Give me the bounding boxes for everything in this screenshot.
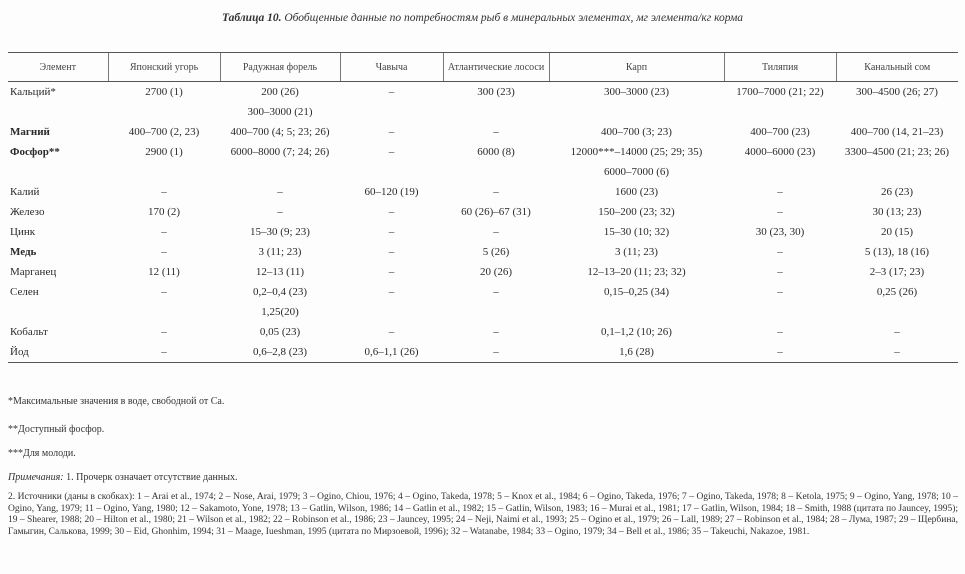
table-row [8, 182, 958, 202]
table-cell: – [777, 206, 783, 218]
table-cell: – [388, 246, 395, 258]
table-cell: 12–13 (11) [255, 266, 305, 278]
table-cell: 15–30 (9; 23) [250, 226, 310, 238]
footnote-calcium: *Максимальные значения в воде, свободной от Са. [8, 396, 225, 407]
table-cell: 0,15–0,25 (34) [603, 286, 670, 298]
table-cell: – [161, 226, 167, 238]
table-cell: – [161, 326, 167, 338]
table-cell: – [493, 326, 499, 338]
table-row [8, 202, 958, 222]
table-cell [220, 82, 340, 123]
header-tilapia: Тиляпия [724, 53, 836, 82]
table-cell: 400–700 (2, 23) [128, 126, 200, 138]
table-cell: 26 (23) [880, 186, 914, 198]
table-cell: – [777, 186, 783, 198]
table-cell: – [894, 326, 900, 338]
table-row [8, 322, 958, 342]
caption-lead: Таблица 10. [221, 12, 282, 24]
table-cell: – [777, 286, 783, 298]
table-row [8, 142, 958, 182]
table-cell: – [388, 86, 395, 98]
table-cell: 0,1–1,2 (10; 26) [601, 326, 672, 338]
table-cell: 12–13–20 (11; 23; 32) [587, 266, 686, 278]
table-row [8, 342, 958, 363]
table-cell: 400–700 (3; 23) [601, 126, 672, 138]
table-cell: 300 (23) [477, 86, 515, 98]
table-cell: 60–120 (19) [364, 186, 419, 198]
table-cell: – [836, 342, 958, 363]
table-cell: – [161, 286, 167, 298]
table-cell: 150–200 (23; 32) [598, 206, 675, 218]
table-cell: – [777, 266, 783, 278]
table-cell: 30 (23, 30) [755, 226, 805, 238]
table-cell: – [724, 342, 836, 363]
note-dash-text: 1. Прочерк означает отсутствие данных. [63, 472, 238, 483]
table-cell: 60 (26)–67 (31) [461, 206, 531, 218]
header-chinook: Чавыча [340, 53, 443, 82]
table-cell: – [493, 226, 499, 238]
table-cell: – [277, 186, 283, 198]
row-name: Цинк [10, 226, 36, 238]
table-cell: – [161, 186, 167, 198]
header-atlantic-salmon: Атлантические лососи [443, 53, 549, 82]
table-cell: 0,6–1,1 (26) [340, 342, 443, 363]
table-caption [0, 12, 965, 24]
table-cell: 20 (15) [880, 226, 914, 238]
table-row [8, 242, 958, 262]
table-cell: 4000–6000 (23) [744, 146, 816, 158]
cell-value: 0,2–0,4 (23) [252, 286, 308, 298]
table-cell: 3 (11; 23) [615, 246, 658, 258]
note-dash [8, 472, 237, 483]
table-cell: – [777, 246, 783, 258]
row-name: Кобальт [10, 326, 48, 338]
table-cell: 170 (2) [147, 206, 181, 218]
table-cell: – [388, 326, 395, 338]
table-cell: 6000 (8) [477, 146, 515, 158]
table-cell: – [388, 146, 395, 158]
header-channel-catfish: Канальный сом [836, 53, 958, 82]
row-name: Фосфор** [10, 146, 60, 158]
table-cell: 6000–8000 (7; 24; 26) [230, 146, 330, 158]
header-rainbow-trout: Радужная форель [220, 53, 340, 82]
cell-value: 200 (26) [261, 86, 299, 98]
row-name: Марганец [10, 266, 57, 278]
table-cell: – [388, 286, 395, 298]
table-cell: – [493, 126, 499, 138]
table-cell: – [777, 326, 783, 338]
header-japanese-eel: Японский угорь [108, 53, 220, 82]
cell-extra: 300–3000 (21) [247, 106, 313, 118]
row-name: Кальций* [10, 86, 56, 98]
table-row [8, 282, 958, 322]
cell-value: 12000***–14000 (25; 29; 35) [570, 146, 703, 158]
table-cell: 15–30 (10; 32) [603, 226, 670, 238]
table-cell [549, 142, 724, 182]
row-name: Йод [8, 342, 108, 363]
cell-extra: 6000–7000 (6) [603, 166, 670, 178]
table-cell: 0,05 (23) [259, 326, 301, 338]
row-name: Селен [10, 286, 39, 298]
table-row [8, 122, 958, 142]
row-name: Калий [10, 186, 40, 198]
table-cell: – [493, 186, 499, 198]
table-cell: – [161, 246, 167, 258]
footnote-juveniles: ***Для молоди. [8, 448, 76, 459]
cell-extra: 1,25(20) [261, 306, 299, 318]
table-cell: 5 (26) [482, 246, 510, 258]
table-cell: 1600 (23) [614, 186, 659, 198]
table-cell: 0,6–2,8 (23) [220, 342, 340, 363]
row-name: Магний [10, 126, 50, 138]
table-cell: 300–3000 (23) [603, 86, 670, 98]
table-cell: 2700 (1) [145, 86, 183, 98]
table-cell: – [443, 342, 549, 363]
table-cell: 400–700 (4; 5; 23; 26) [230, 126, 330, 138]
header-carp: Карп [549, 53, 724, 82]
header-element: Элемент [8, 53, 108, 82]
note-sources: 2. Источники (даны в скобках): 1 – Arai et al., 1974; 2 – Nose, Arai, 1979; 3 – Ogino, Chiou, 1976; 4 – Ogino, Takeda, 1978; 5 – Knox et al., 1984; 6 – Ogino, Takeda, 1976; 7 – Ogino, Takeda, 1978; 8 – Ketola, 1975; 9 – Ogino, Yang, 1978; 10 – Ogino, Yang, 1979; 11 – Ogino, Yang, 1980; 12 – Sakamoto, Yone, 1978; 13 – Gatlin, Wilson, 1986; 14 – Gatlin et al., 1982; 15 – Gatlin, Wilson, 1983; 16 – Murai et al., 1981; 17 – Gatlin, Wilson, 1984; 18 – Smith, 1988 (цитата по Jauncey, 1995); 19 – Shearer, 1988; 20 – Hilton et al., 1980; 21 – Wilson et al., 1982; 22 – Robinson et al., 1986; 23 – Jauncey, 1995; 24 – Neji, Naimi et al., 1993; 25 – Ogino et al., 1979; 26 – Lall, 1989; 27 – Robinson et al., 1984; 28 – Лума, 1987; 29 – Щербина, Гамыгин, Салькова, 1999; 30 – Eid, Ghonhim, 1994; 31 – Maage, Iueshman, 1995 (цитата по Мирзоевой, 1996); 32 – Watanabe, 1984; 33 – Ogino, 1979; 34 – Bell et al., 1986; 35 – Takeuchi, Nakazoe, 1981. [8, 492, 958, 537]
table-cell: 1,6 (28) [549, 342, 724, 363]
table-cell: 30 (13; 23) [872, 206, 922, 218]
row-name: Железо [10, 206, 45, 218]
minerals-table [8, 52, 958, 363]
table-cell: – [388, 206, 395, 218]
table-cell: 2900 (1) [145, 146, 183, 158]
table-cell: – [388, 126, 395, 138]
table-cell [220, 282, 340, 322]
table-cell: 5 (13), 18 (16) [864, 246, 930, 258]
table-cell: 3300–4500 (21; 23; 26) [844, 146, 950, 158]
table-row [8, 222, 958, 242]
table-cell: 12 (11) [148, 266, 180, 278]
table-row [8, 262, 958, 282]
table-cell: – [277, 206, 283, 218]
footnote-phosphorus: **Доступный фосфор. [8, 424, 105, 435]
table-cell: 400–700 (14, 21–23) [850, 126, 944, 138]
table-cell: 400–700 (23) [750, 126, 810, 138]
table-cell: – [388, 266, 395, 278]
table-cell: 1700–7000 (21; 22) [736, 86, 824, 98]
table-cell: – [493, 286, 499, 298]
table-row [8, 82, 958, 123]
table-cell: 0,25 (26) [876, 286, 918, 298]
table-cell: 3 (11; 23) [258, 246, 302, 258]
table-cell: 2–3 (17; 23) [869, 266, 925, 278]
caption-text: Обобщенные данные по потребностям рыб в минеральных элементах, мг элемента/кг корма [284, 12, 744, 24]
header-row [8, 53, 958, 82]
table-cell: – [108, 342, 220, 363]
table-cell: 20 (26) [479, 266, 513, 278]
table-cell: 300–4500 (26; 27) [856, 86, 938, 98]
table-cell: – [388, 226, 395, 238]
note-label: Примечания: [8, 472, 64, 483]
row-name: Медь [10, 246, 37, 258]
